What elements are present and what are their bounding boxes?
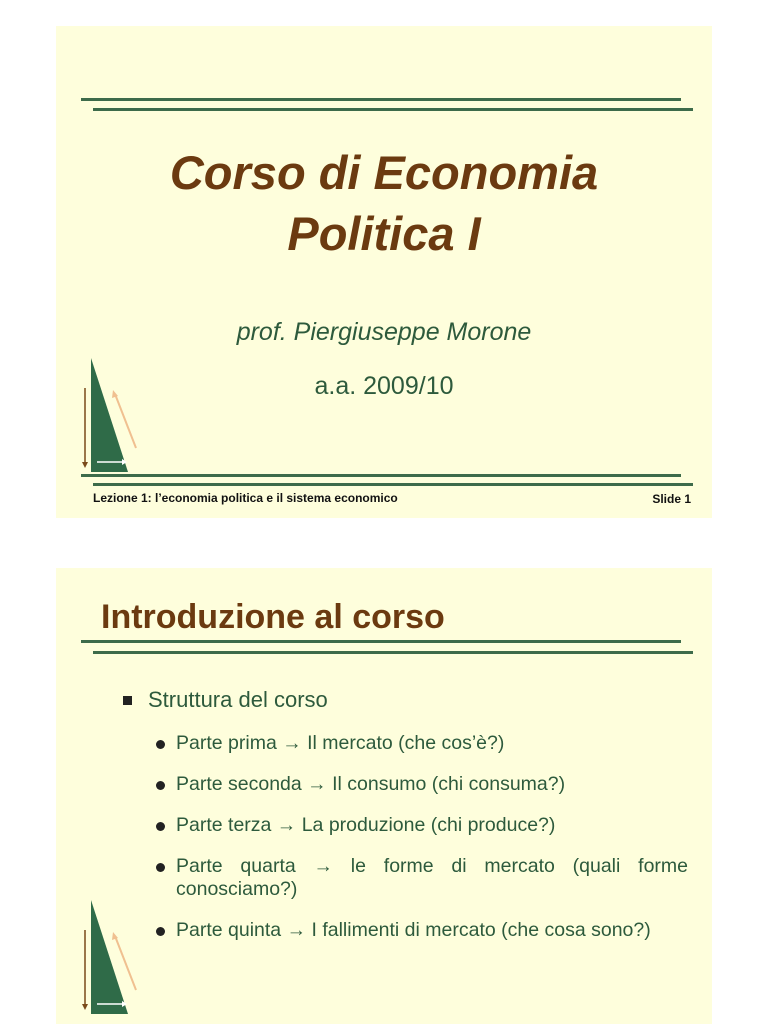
top-rule-upper	[81, 98, 681, 101]
title-line-1: Corso di Economia	[169, 146, 599, 199]
square-bullet-icon	[123, 696, 132, 705]
top-rule-lower	[93, 108, 693, 111]
main-bullet-text: Struttura del corso	[148, 687, 328, 712]
academic-year: a.a. 2009/10	[314, 372, 454, 400]
triangle-logo-icon	[80, 356, 140, 476]
sub-bullet-list	[154, 732, 688, 960]
title-rule-lower	[93, 651, 693, 654]
slide-2	[56, 568, 712, 1024]
footer-slide-number: Slide 1	[652, 492, 691, 506]
slide-title	[56, 142, 712, 264]
list-item: Parte seconda → Il consumo (chi consuma?)	[154, 773, 688, 796]
triangle-logo-icon	[80, 898, 140, 1018]
author-name: prof. Piergiuseppe Morone	[236, 318, 532, 346]
list-item: Parte quarta → le forme di mercato (quali forme conosciamo?)	[154, 855, 688, 901]
title-rule-upper	[81, 640, 681, 643]
bottom-rule-lower	[93, 483, 693, 486]
footer-lecture-title: Lezione 1: l’economia politica e il sistema economico	[93, 491, 398, 505]
list-item: Parte quinta → I fallimenti di mercato (che cosa sono?)	[154, 919, 688, 942]
list-item: Parte terza → La produzione (chi produce?)	[154, 814, 688, 837]
list-item: Parte prima → Il mercato (che cos’è?)	[154, 732, 688, 755]
title-line-2: Politica I	[287, 207, 481, 260]
bottom-rule-upper	[81, 474, 681, 477]
slide-1	[56, 26, 712, 518]
slide-title: Introduzione al corso	[101, 598, 445, 636]
